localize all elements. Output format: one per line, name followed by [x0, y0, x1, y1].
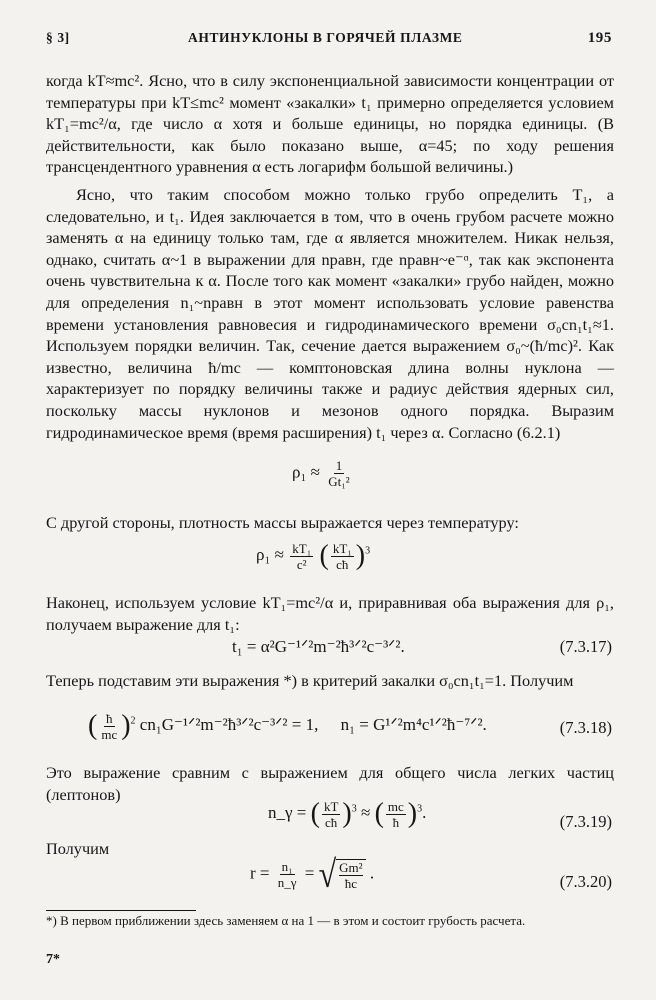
- equation-t1: t₁ = α²G⁻¹ᐟ²m⁻²ħ³ᐟ²c⁻³ᐟ².: [232, 637, 405, 656]
- equation-quench-criterion: ( $\frac{ħ}{mc}$ )$^2$ cn₁G⁻¹ᐟ²m⁻²ħ³ᐟ²c⁻³ᐟ² = 1, n₁ = G¹ᐟ²m⁴c¹ᐟ²ħ⁻⁷ᐟ².: [88, 710, 487, 742]
- paragraph-3: С другой стороны, плотность массы выражается через температуру:: [46, 513, 519, 532]
- paragraph-7: Получим: [46, 839, 110, 858]
- equation-number-7-3-20: (7.3.20): [559, 872, 612, 891]
- section-label: § 3]: [46, 30, 70, 45]
- equation-photon-number: n_γ = ( $\frac{kT}{cħ}$ )$^3$ ≈ ( $\frac{mc}{ħ}$ )$^3$.: [268, 798, 427, 830]
- paragraph-2: Ясно, что таким способом можно только грубо определить T₁, а следовательно, и t₁. Идея заключается в том, что в очень грубом расчете можно заменять α на единицу только там, где α является множителем. Никак нельзя, однако, считать α~1 в выражении для nравн, где nравн~e⁻ᵅ, так как экспонента очень чувствительна к α. После того как момент «закалки» грубо найден, можно для определения n₁~nравн в этот момент использовать условие равенства времени установления равновесия и гидродинамического времени σ₀cn₁t₁≈1. Используем порядки величин. Так, сечение дается выражением σ₀~(ħ/mc)². Как известно, величина ħ/mc — комптоновская длина волны нуклона — характеризует по порядку величины также и радиус действия ядерных сил, поскольку массы нуклонов и мезонов одного порядка. Выразим гидродинамическое время (время расширения) t₁ через α. Согласно (6.2.1): [46, 185, 614, 442]
- printer-signature: 7*: [46, 952, 60, 967]
- paragraph-1: когда kT≈mc². Ясно, что в силу экспоненциальной зависимости концентрации от температуры при kT≤mc² момент «закалки» t₁ примерно определяется условием kT₁=mc²/α, где число α хотя и больше единицы, но порядка единицы. (В действительности, как было показано выше, α=45; по ходу решения трансцендентного уравнения α есть логарифм большой величины.): [46, 71, 614, 177]
- paragraph-4: Наконец, используем условие kT₁=mc²/α и, приравнивая оба выражения для ρ₁, получаем выражение для t₁:: [46, 593, 614, 634]
- equation-number-7-3-18: (7.3.18): [559, 718, 612, 737]
- equation-rho-temperature: ρ₁ ≈ $\frac{\text{kT₁}}{\text{c²}}$ ( $\frac{\text{kT₁}}{cħ}$ )$^3$: [256, 540, 371, 572]
- equation-number-7-3-17: (7.3.17): [559, 637, 612, 656]
- footnote: *) В первом приближении здесь заменяем α на 1 — в этом и состоит грубость расчета.: [46, 913, 526, 928]
- equation-rho-time: ρ₁ ≈ $\frac{1}{\text{Gt₁²}}$: [292, 458, 350, 489]
- footnote-rule: [46, 910, 196, 911]
- page-number: 195: [587, 30, 612, 46]
- running-title: АНТИНУКЛОНЫ В ГОРЯЧЕЙ ПЛАЗМЕ: [188, 30, 463, 45]
- paragraph-6: Это выражение сравним с выражением для общего числа легких частиц (лептонов): [46, 763, 614, 804]
- equation-number-7-3-19: (7.3.19): [559, 812, 612, 831]
- paragraph-5: Теперь подставим эти выражения *) в критерий закалки σ₀cn₁t₁=1. Получим: [46, 671, 574, 690]
- equation-ratio: r = $\frac{\text{n₁}}{n\_\gamma}$ = √ $\frac{\text{Gm²}}{ħc}$ .: [250, 852, 375, 896]
